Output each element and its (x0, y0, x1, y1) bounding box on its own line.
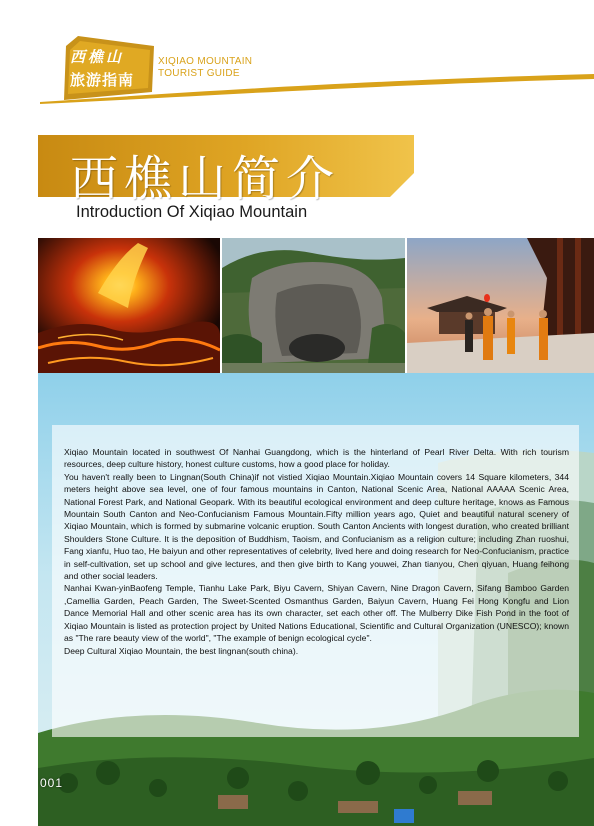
photo-temple (407, 238, 594, 373)
page-title-cn: 西樵山简介 (70, 151, 341, 207)
brand-cn-top: 西樵山 (70, 48, 125, 66)
paragraph-4: Deep Cultural Xiqiao Mountain, the best lingnan(south china). (64, 645, 299, 656)
brand-cn-bottom: 旅游指南 (70, 71, 135, 89)
brand-logo (70, 46, 154, 90)
photo-lava (38, 238, 220, 373)
photo-cliff (222, 238, 405, 373)
brand-english (158, 56, 252, 80)
paragraph-3: Nanhai Kwan-yinBaofeng Temple, Tianhu Lake Park, Biyu Cavern, Shiyan Cavern, Nine Dragon Cavern, Sifang Bamboo Garden ,Camellia Garden, Peach Garden, The Sweet-Scented Osmanthus Garden, Baiyun Cavern, Huang Fei Hong Kongfu and Lion Dance Memorial Hall and other scenic area has its own character, set each other off. The Mulberry Dike Fish Pond in the foot of Xiqiao Mountain is listed as protection project by United Nations Educational, Scientific and Cultural Organization (UNESCO); known as "The rare beauty view of the world", "The example of benign ecological cycle". (64, 583, 569, 644)
brand-en-line1: XIQIAO MOUNTAIN (158, 56, 253, 67)
paragraph-1: Xiqiao Mountain located in southwest Of Nanhai Guangdong, which is the hinterland of Pearl River Delta. With rich tourism resources, deep culture history, honest culture customs, how a good place for holiday. (64, 447, 569, 470)
brand-en-line2: TOURIST GUIDE (158, 68, 240, 79)
page-number: 001 (40, 776, 64, 790)
article-body (64, 446, 569, 657)
paragraph-2: You haven't really been to Lingnan(South China)if not vistied Xiqiao Mountain.Xiqiao Mountain covers 14 Square kilometers, 344 meters height above sea level, one of four famous mountains in Canton, National Scenic Area, National AAAAA Scenic Area, National Forest Park, and National Geopark. With its beautiful ecological environment and deep culture heritage, knows as Famous Mountain South Canton and Neo-Confucianism Famous Mountain.Fifty million years ago, Quiet and beautiful natural scenery of Xiqiao Mountain, which is formed by submarine volcanic eruption. South Canton Ancients with longest duration, who created brilliant Shoulders Stone Culture. It is the deposition of Buddhism, Taoism, and Confucianism as a religion culture; including Zhan ruoshui, Fang xianfu, Huo tao, He baiyun and other representatives of celebrity, lived here and doing research for Neo-Confucianism, practice in self-cultivation, set up school and give lectures, and then give birth to Kang youwei, Zhan tianyou, Chen qiyuan, Huang feihong and other social leaders. (64, 471, 569, 582)
page-title-en: Introduction Of Xiqiao Mountain (76, 203, 308, 221)
